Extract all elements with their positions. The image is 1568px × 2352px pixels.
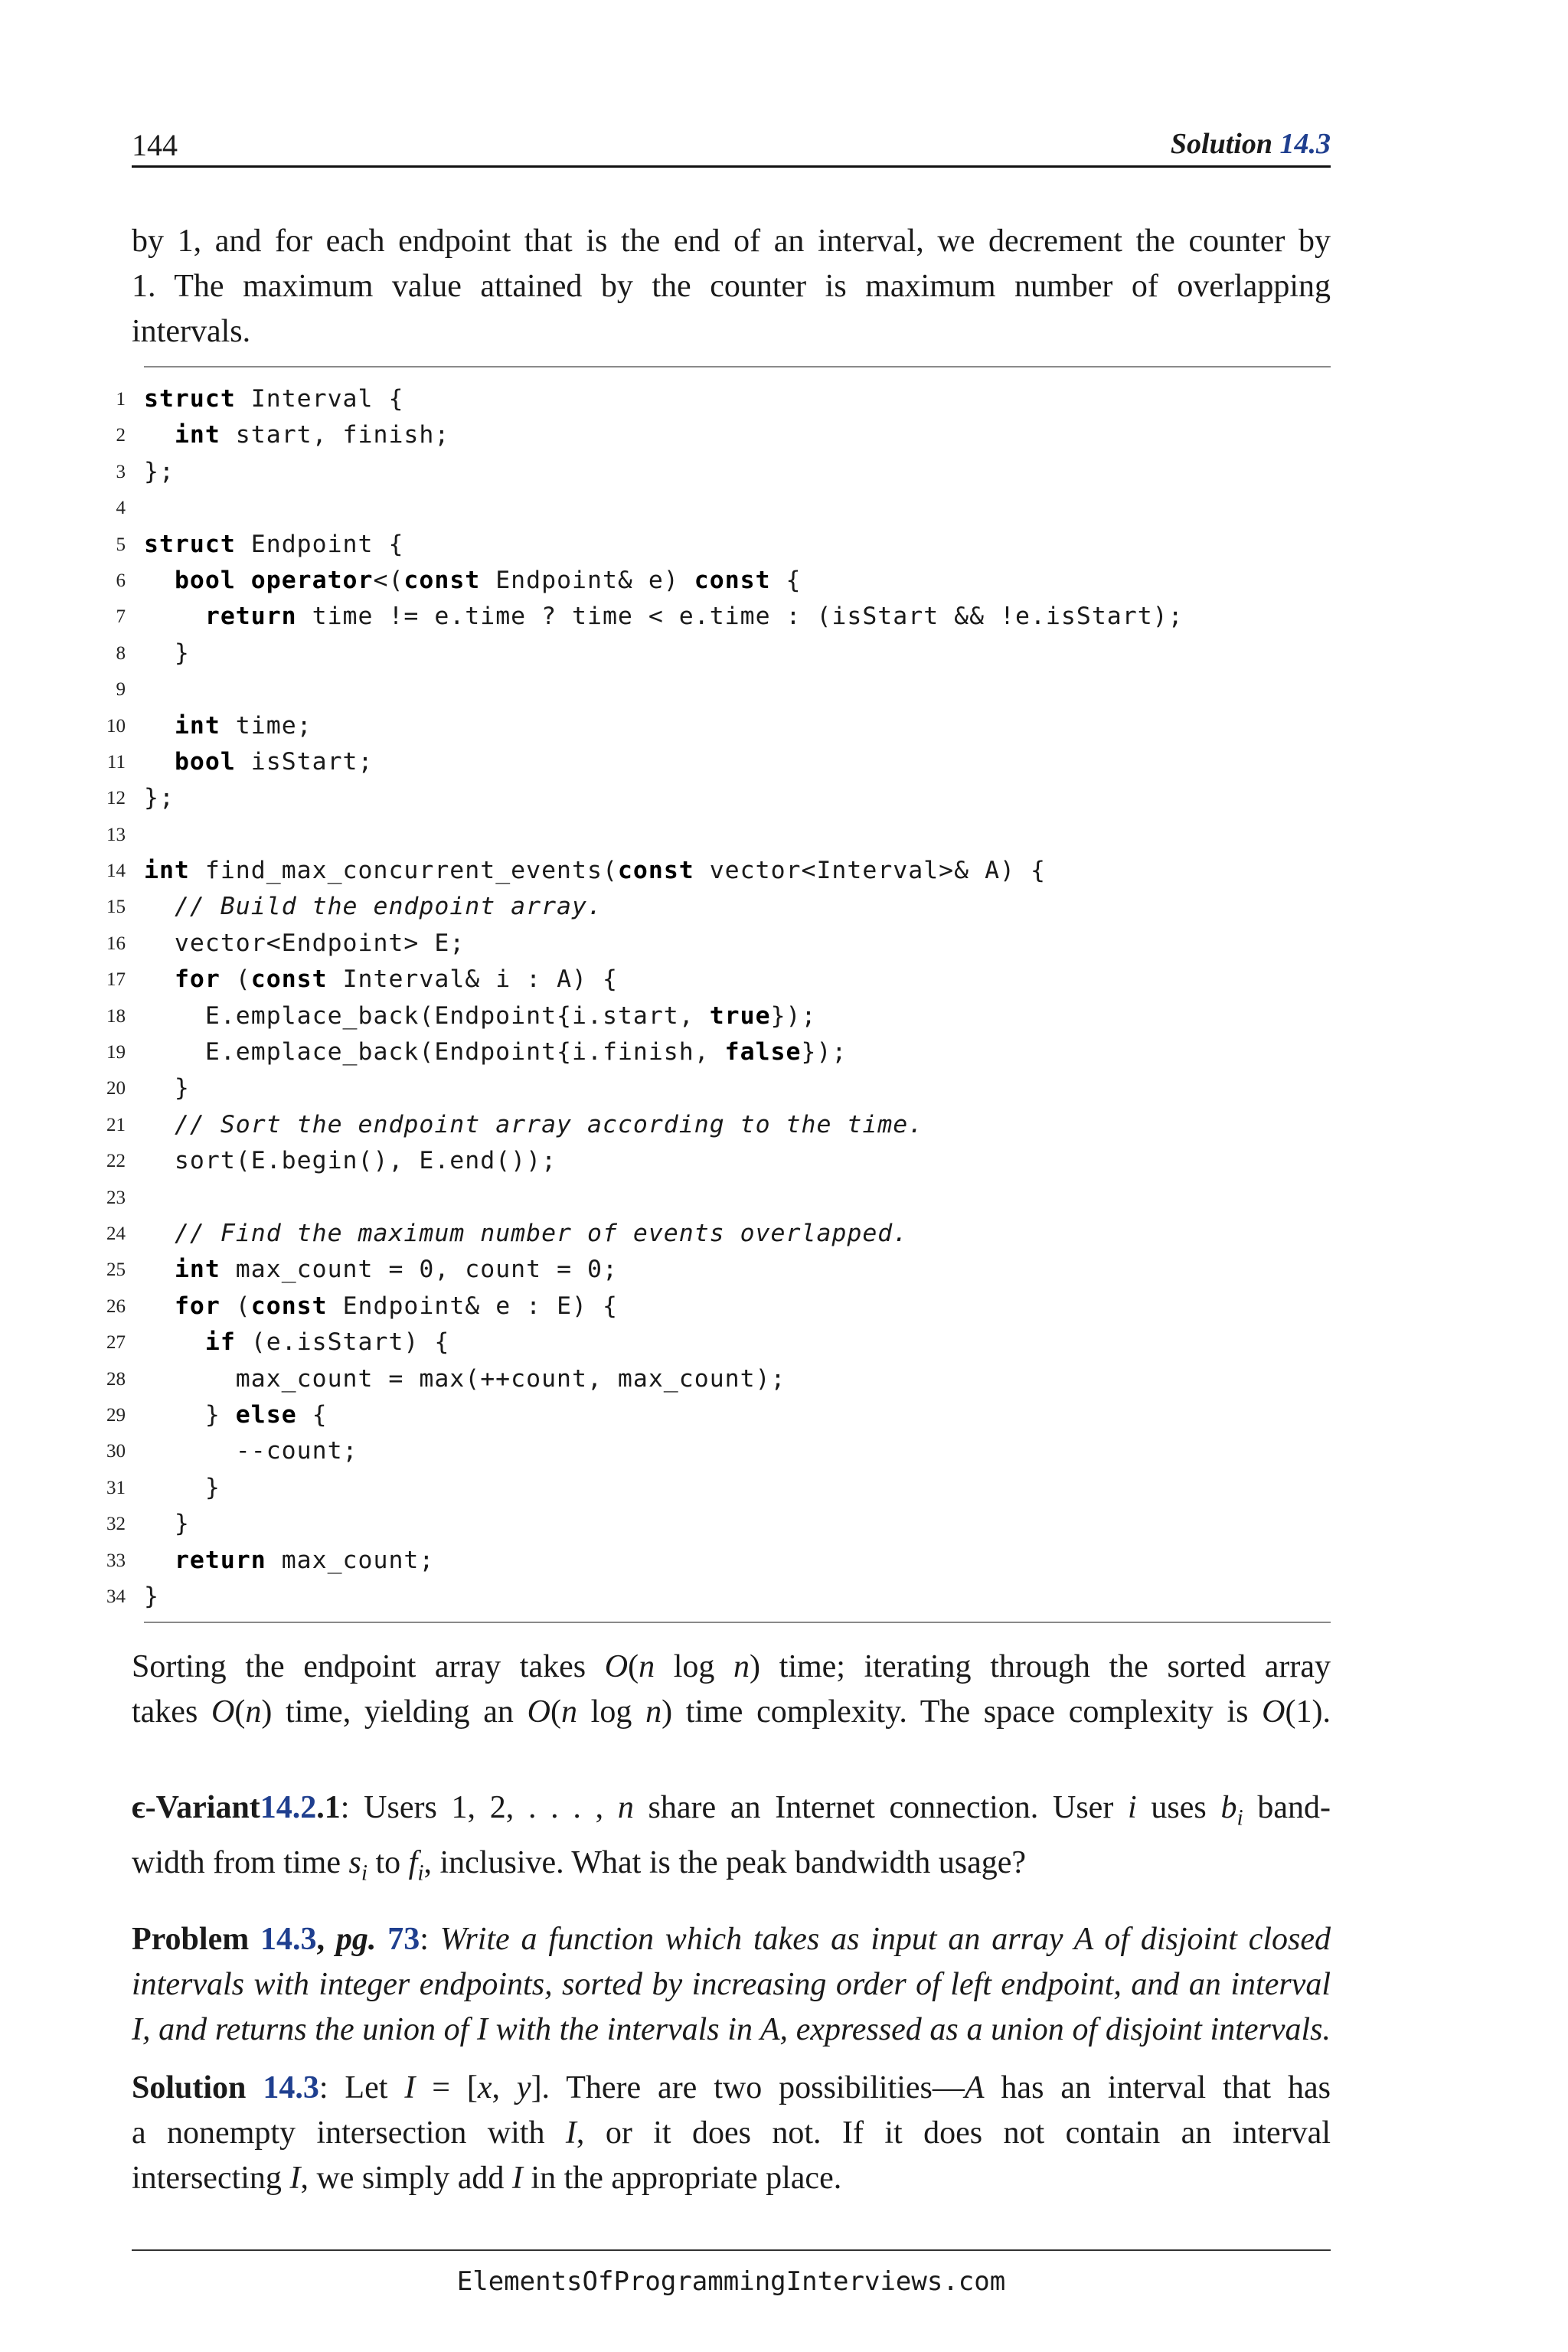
code-line xyxy=(106,926,1331,962)
code-text: if (e.isStart) { xyxy=(204,1328,450,1357)
line-number: 11 xyxy=(106,751,126,773)
line-number: 31 xyxy=(106,1477,126,1498)
intro-line: 1. The maximum value attained by the counter is maximum number of overlapping xyxy=(132,269,1331,304)
code-text: return time != e.time ? time < e.time : (isStart && !e.isStart); xyxy=(204,603,1184,631)
line-number: 28 xyxy=(106,1368,126,1390)
code-text: int start, finish; xyxy=(174,421,450,449)
line-number: 12 xyxy=(106,788,126,809)
code-line xyxy=(106,1506,1331,1542)
line-number: 8 xyxy=(116,642,126,664)
line-number: 5 xyxy=(116,534,126,555)
code-line xyxy=(106,1143,1331,1179)
code-text: vector<Endpoint> E; xyxy=(144,929,466,957)
line-number: 3 xyxy=(116,461,126,482)
code-line xyxy=(116,635,1331,671)
problem-label: Problem xyxy=(132,1922,250,1957)
complexity-line: Sorting the endpoint array takes O(n log n) time; iterating through the sorted array xyxy=(132,1649,1331,1684)
code-text: } xyxy=(144,639,190,667)
line-number: 32 xyxy=(106,1514,126,1535)
code-line xyxy=(106,1216,1331,1252)
code-text: // Find the maximum number of events overlapped. xyxy=(174,1219,909,1247)
code-text: sort(E.begin(), E.end()); xyxy=(144,1147,557,1175)
code-top-rule xyxy=(144,366,1331,368)
code-text: } xyxy=(144,1582,159,1610)
code-line xyxy=(106,1107,1331,1143)
code-text: struct Endpoint { xyxy=(144,530,404,558)
code-line xyxy=(116,417,1331,453)
code-line xyxy=(106,1470,1331,1506)
code-line xyxy=(106,1325,1331,1361)
code-text: max_count = max(++count, max_count); xyxy=(144,1364,786,1393)
code-text: int max_count = 0, count = 0; xyxy=(174,1256,618,1284)
solution-line: a nonempty intersection with I, or it does not. If it does not contain an interval xyxy=(132,2115,1331,2151)
line-number: 29 xyxy=(106,1404,126,1426)
line-number: 25 xyxy=(106,1259,126,1281)
line-number: 6 xyxy=(116,570,126,591)
code-text: E.emplace_back(Endpoint{i.start, true}); xyxy=(144,1001,817,1030)
line-number: 2 xyxy=(116,425,126,446)
problem-ref-link[interactable]: 14.3 xyxy=(260,1922,317,1957)
running-header xyxy=(132,122,1331,168)
solution-line: intersecting I, we simply add I in the appropriate place. xyxy=(132,2161,842,2196)
problem-line: Problem 14.3, pg. 73: Write a function which takes as input an array A of disjoint closed xyxy=(132,1922,1331,1957)
line-number: 1 xyxy=(116,389,126,410)
line-number: 13 xyxy=(106,824,126,845)
page-ref-link[interactable]: 73 xyxy=(387,1922,420,1957)
code-line xyxy=(116,381,1331,417)
code-text: int time; xyxy=(174,711,312,740)
problem-line: intervals with integer endpoints, sorted by increasing order of left endpoint, and an interval xyxy=(132,1967,1331,2002)
line-number: 19 xyxy=(106,1042,126,1063)
code-text: bool operator<(const Endpoint& e) const { xyxy=(174,566,802,594)
line-number: 9 xyxy=(116,679,126,701)
problem-line: I, and returns the union of I with the intervals in A, expressed as a union of disjoint intervals. xyxy=(132,2012,1331,2047)
line-number: 4 xyxy=(116,498,126,519)
complexity-line: takes O(n) time, yielding an O(n log n) time complexity. The space complexity is O(1). xyxy=(132,1694,1331,1730)
line-number: 15 xyxy=(106,897,126,918)
code-text: }; xyxy=(144,457,175,485)
line-number: 34 xyxy=(106,1586,126,1607)
code-line xyxy=(106,1252,1331,1288)
line-number: 26 xyxy=(106,1295,126,1317)
intro-line: intervals. xyxy=(132,314,251,349)
code-text: for (const Endpoint& e : E) { xyxy=(174,1292,618,1320)
code-text: }; xyxy=(144,784,175,812)
variant-label: ϵ-Variant xyxy=(132,1790,260,1825)
header-rule xyxy=(132,165,1331,168)
code-text: int find_max_concurrent_events(const vector<Interval>& A) { xyxy=(144,857,1046,885)
solution-paragraph xyxy=(132,2066,1331,2201)
code-line xyxy=(106,1034,1331,1070)
line-number: 20 xyxy=(106,1078,126,1099)
line-number: 16 xyxy=(106,933,126,954)
code-line xyxy=(106,708,1331,744)
code-line xyxy=(106,998,1331,1034)
code-line xyxy=(106,962,1331,998)
line-number: 17 xyxy=(106,969,126,991)
code-line xyxy=(116,527,1331,563)
section-label: Solution 14.3 xyxy=(1170,128,1331,160)
line-number: 33 xyxy=(106,1550,126,1571)
code-line xyxy=(116,490,1331,526)
code-line xyxy=(116,671,1331,707)
code-line xyxy=(106,1579,1331,1615)
line-number: 30 xyxy=(106,1441,126,1462)
page-number: 144 xyxy=(132,128,178,162)
code-line xyxy=(106,1433,1331,1469)
code-line xyxy=(106,1070,1331,1106)
code-text: E.emplace_back(Endpoint{i.finish, false}); xyxy=(144,1038,848,1067)
line-number: 22 xyxy=(106,1151,126,1172)
code-text: struct Interval { xyxy=(144,385,404,413)
code-line xyxy=(106,1180,1331,1216)
section-ref-link[interactable]: 14.3 xyxy=(1279,128,1331,160)
line-number: 23 xyxy=(106,1187,126,1208)
solution-ref-link[interactable]: 14.3 xyxy=(263,2070,319,2105)
solution-line: Solution 14.3: Let I = [x, y]. There are two possibilities—A has an interval that has xyxy=(132,2070,1331,2105)
intro-paragraph xyxy=(132,219,1331,354)
line-number: 10 xyxy=(106,715,126,737)
code-text: // Sort the endpoint array according to the time. xyxy=(174,1110,924,1138)
code-text: } xyxy=(144,1510,190,1538)
line-number: 7 xyxy=(116,606,126,628)
code-line xyxy=(106,853,1331,889)
code-line xyxy=(106,780,1331,816)
variant-paragraph xyxy=(132,1785,1331,1896)
code-line xyxy=(106,1397,1331,1433)
code-text: bool isStart; xyxy=(174,747,374,776)
code-line xyxy=(106,817,1331,853)
code-text: // Build the endpoint array. xyxy=(174,893,603,921)
code-line xyxy=(116,563,1331,599)
code-bottom-rule xyxy=(144,1622,1331,1623)
code-text: } xyxy=(144,1473,220,1501)
line-number: 24 xyxy=(106,1223,126,1244)
intro-line: by 1, and for each endpoint that is the end of an interval, we decrement the counter by xyxy=(132,224,1331,259)
problem-paragraph xyxy=(132,1917,1331,2053)
code-line xyxy=(116,599,1331,635)
complexity-paragraph xyxy=(132,1645,1331,1735)
variant-line: width from time $s_i$ to $f_i$, inclusive. What is the peak bandwidth usage? xyxy=(132,1845,1027,1886)
code-line xyxy=(106,1361,1331,1397)
line-number: 21 xyxy=(106,1114,126,1135)
footer-rule xyxy=(132,2249,1331,2251)
variant-ref-link[interactable]: 14.2 xyxy=(260,1790,317,1825)
code-text: for (const Interval& i : A) { xyxy=(174,965,618,994)
line-number: 27 xyxy=(106,1332,126,1354)
line-number: 14 xyxy=(106,861,126,882)
code-line xyxy=(106,1543,1331,1579)
problem-text: Write a function which takes as input an array A of disjoint closed xyxy=(439,1922,1331,1957)
footer-site[interactable]: ElementsOfProgrammingInterviews.com xyxy=(456,2266,1006,2297)
code-listing xyxy=(106,381,1331,1615)
code-line xyxy=(116,454,1331,490)
code-line xyxy=(106,889,1331,925)
solution-label: Solution xyxy=(132,2070,247,2105)
code-line xyxy=(106,1289,1331,1325)
variant-line: ϵ-Variant14.2.1: Users 1, 2, . . . , n share an Internet connection. User i uses $b_i$ band- xyxy=(132,1790,1331,1831)
code-line xyxy=(106,744,1331,780)
code-text: } else { xyxy=(144,1400,328,1429)
code-text: --count; xyxy=(144,1437,358,1465)
code-text: return max_count; xyxy=(174,1546,435,1574)
line-number: 18 xyxy=(106,1005,126,1027)
code-text: } xyxy=(144,1074,190,1102)
